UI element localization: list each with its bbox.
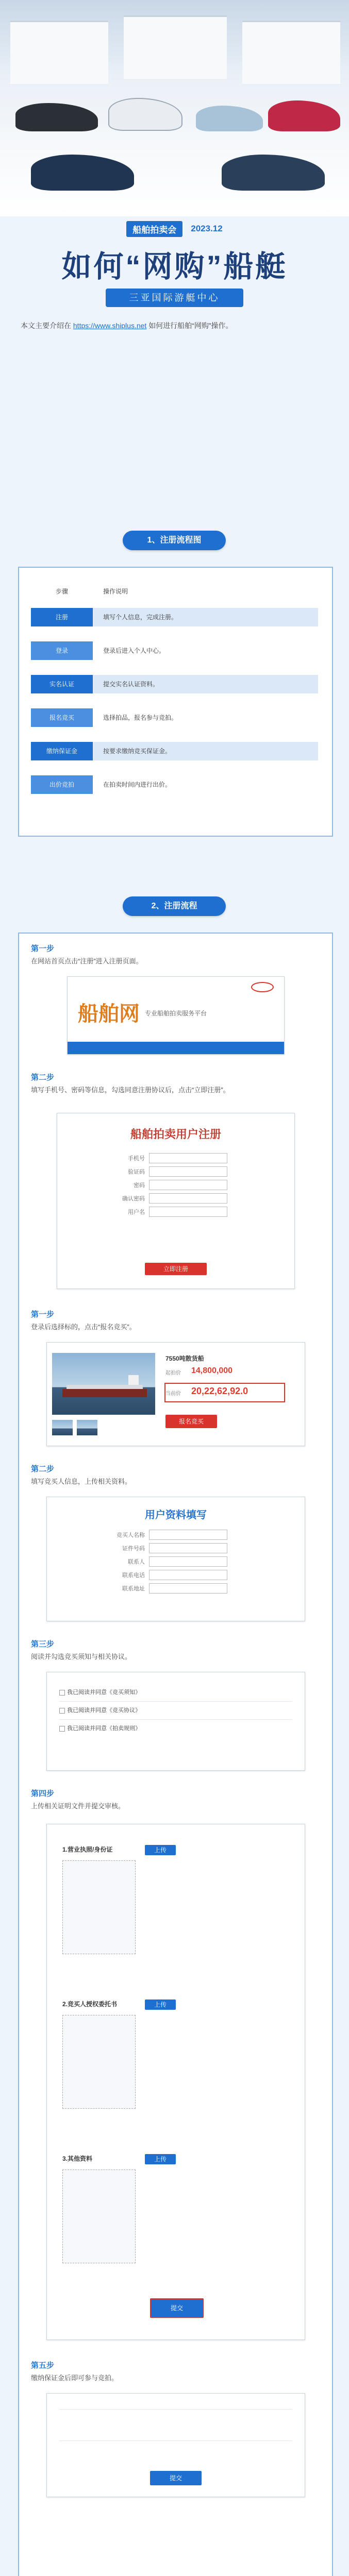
desc-cell: 提交实名认证资料。 [103,681,159,688]
upload-button[interactable]: 上传 [145,1999,176,2010]
step-text: 填写竞买人信息，上传相关资料。 [31,1478,132,1485]
text-input[interactable] [149,1583,227,1594]
boat-image [108,98,182,131]
upload-label: 1.营业执照/身份证 [62,1846,113,1853]
field-label: 密码 [134,1182,145,1189]
table-row [31,775,318,794]
step-cell: 缴纳保证金 [31,742,93,760]
col-desc-header: 操作说明 [103,588,128,595]
table-row [31,675,318,693]
enroll-button[interactable]: 报名竞买 [165,1415,217,1428]
start-price: 14,800,000 [191,1366,233,1375]
desc-cell: 登录后进入个人中心。 [103,647,165,654]
boat-image [15,103,98,131]
form-field [98,1153,294,1163]
form-field [98,1570,305,1580]
badge-date: 2023.12 [191,224,223,233]
table-row [31,708,318,727]
text-input[interactable] [149,1166,227,1177]
agreement-label: 我已阅读并同意《竞买须知》 [67,1689,141,1696]
agreement-item[interactable] [59,1702,292,1719]
desc-cell: 选择拍品，报名参与竞拍。 [103,714,178,721]
hero-building [10,21,108,84]
text-input[interactable] [149,1530,227,1540]
field-label: 竞买人名称 [117,1532,145,1538]
lot-detail-screenshot [46,1342,305,1446]
field-label: 联系人 [128,1559,145,1565]
table-row [31,641,318,660]
text-input[interactable] [149,1207,227,1217]
step-title: 第四步 [31,1789,55,1798]
checkbox[interactable] [59,1690,65,1696]
submit-button[interactable]: 提交 [150,2298,204,2318]
step-text: 在网站首页点击“注册”进入注册页面。 [31,957,143,965]
step-cell: 出价竞拍 [31,775,93,794]
badge-label: 船舶拍卖会 [126,221,182,237]
text-input[interactable] [149,1570,227,1580]
step-text: 上传相关证明文件并提交审核。 [31,1802,125,1810]
register-button[interactable]: 立即注册 [145,1263,207,1275]
agreement-screenshot [46,1672,305,1771]
ship-thumb[interactable] [77,1420,97,1435]
step-cell: 实名认证 [31,675,93,693]
step-text: 阅读并勾选竞买须知与相关协议。 [31,1653,132,1660]
desc-cell: 在拍卖时间内进行出价。 [103,781,172,788]
step-cell: 报名竞买 [31,708,93,727]
upload-box[interactable] [62,2015,136,2109]
step-text: 登录后选择标的，点击“报名竞买”。 [31,1323,136,1331]
text-input[interactable] [149,1543,227,1553]
upload-button[interactable]: 上传 [145,1845,176,1855]
deposit-text [47,2394,305,2456]
agreement-item[interactable] [59,1720,292,1737]
form-field [98,1207,294,1217]
text-input[interactable] [149,1193,227,1204]
intro-prefix: 本文主要介绍在 [21,321,71,330]
ship-thumb[interactable] [52,1420,73,1435]
section-header-register: 2、注册流程 [123,896,226,916]
field-label: 手机号 [128,1156,145,1162]
site-nav-bar [68,1042,284,1054]
checkbox[interactable] [59,1726,65,1732]
text-input[interactable] [149,1153,227,1163]
boat-image [196,106,263,131]
site-header-screenshot [67,976,285,1055]
form-field [98,1583,305,1594]
page-title: 如何“网购”船艇 [61,250,288,283]
upload-box[interactable] [62,1860,136,1954]
desc-cell: 填写个人信息，完成注册。 [103,614,178,621]
field-label: 证件号码 [122,1546,145,1552]
table-row [31,608,318,626]
site-slogan: 专业船舶拍卖服务平台 [145,1010,207,1017]
form-field [98,1193,294,1204]
step-cell: 登录 [31,641,93,660]
lot-name: 7550吨散货船 [165,1355,204,1362]
page-subtitle: 三亚国际游艇中心 [106,289,243,307]
upload-label: 3.其他资料 [62,2155,93,2162]
field-label: 确认密码 [122,1196,145,1202]
user-info-form-screenshot [46,1497,305,1621]
step-text: 填写手机号、密码等信息，勾选同意注册协议后，点击“立即注册”。 [31,1086,230,1094]
site-logo: 船舶网 [78,1002,140,1026]
text-input[interactable] [149,1180,227,1190]
field-label: 联系电话 [122,1572,145,1579]
form-field [98,1166,294,1177]
intro-paragraph [21,319,328,332]
step-title: 第一步 [31,1310,55,1319]
field-label: 用户名 [128,1209,145,1215]
form-field [98,1556,305,1567]
current-price: 20,22,62,92.0 [191,1386,248,1396]
boat-image [268,100,340,131]
text-input[interactable] [149,1556,227,1567]
title-badge [96,222,253,236]
form-field [98,1543,305,1553]
agreement-item[interactable] [59,1684,292,1701]
ship-photo [52,1353,155,1415]
checkbox[interactable] [59,1708,65,1714]
site-link[interactable]: https://www.shiplus.net [73,321,147,330]
agreement-label: 我已阅读并同意《竞买协议》 [67,1707,141,1714]
step-text: 缴纳保证金后即可参与竞拍。 [31,2374,119,2382]
form-title: 船舶拍卖用户注册 [130,1128,221,1141]
agreement-label: 我已阅读并同意《拍卖规则》 [67,1725,141,1732]
form-title: 用户资料填写 [145,1510,207,1521]
table-header [31,582,318,601]
hero-building [242,21,340,84]
price-highlight [164,1383,285,1402]
upload-label: 2.竞买人授权委托书 [62,2001,118,2008]
register-link-highlight[interactable] [251,982,274,992]
col-step-header: 步骤 [31,582,93,601]
hero-building [124,15,227,79]
start-price-label: 起拍价 [165,1370,181,1376]
flow-panel [18,567,333,837]
step-title: 第五步 [31,2361,55,2370]
step-title: 第一步 [31,944,55,953]
field-label: 联系地址 [122,1586,145,1592]
table-row [31,742,318,760]
form-field [98,1180,294,1190]
step-title: 第三步 [31,1640,55,1649]
intro-suffix: 如何进行船舶“网购”操作。 [148,321,233,330]
deposit-screenshot [46,2393,305,2497]
hero-banner-image [0,0,349,216]
step-cell: 注册 [31,608,93,626]
form-field [98,1530,305,1540]
section-header-flow: 1、注册流程图 [123,531,226,550]
step-title: 第二步 [31,1073,55,1082]
upload-box[interactable] [62,2170,136,2263]
register-form-screenshot [57,1113,295,1289]
current-price-label: 当前价 [165,1391,181,1397]
field-label: 验证码 [128,1169,145,1175]
desc-cell: 按要求缴纳竞买保证金。 [103,748,172,755]
pay-button[interactable]: 提交 [150,2471,202,2485]
upload-button[interactable]: 上传 [145,2154,176,2164]
upload-screenshot [46,1824,305,2340]
step-title: 第二步 [31,1465,55,1473]
